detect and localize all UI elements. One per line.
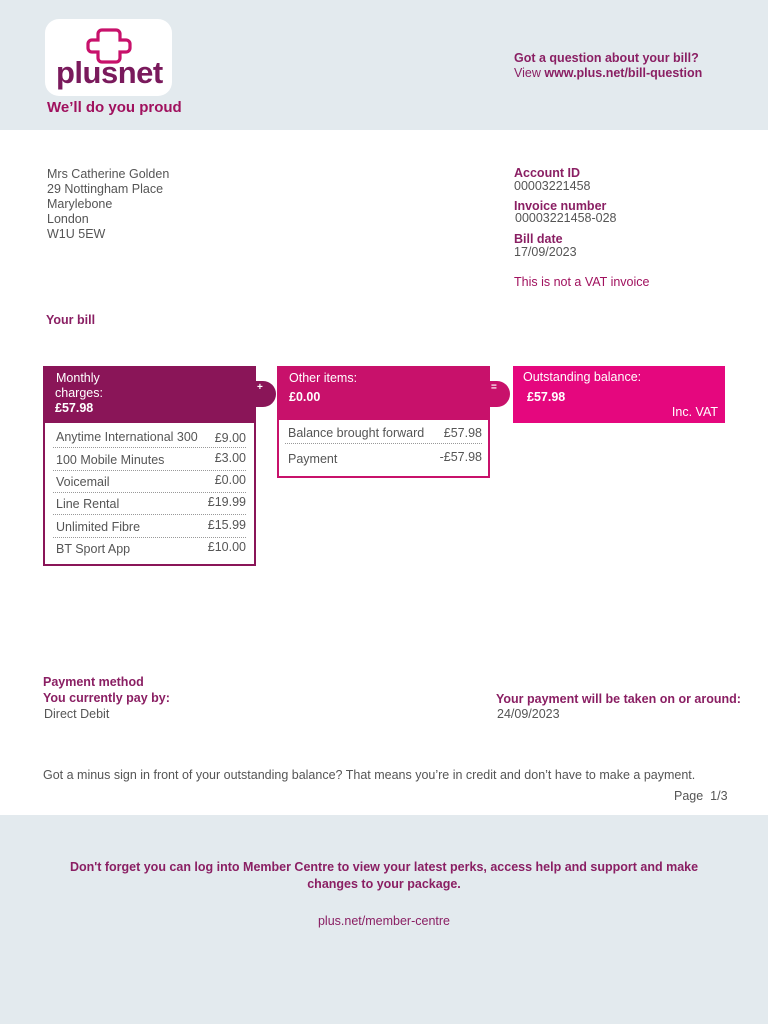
inc-vat-note: Inc. VAT	[671, 405, 718, 419]
page-value: 1/3	[710, 789, 728, 803]
bill-question-title: Got a question about your bill?	[514, 51, 699, 65]
bill-question-link[interactable]: www.plus.net/bill-question	[544, 66, 703, 80]
your-bill-title: Your bill	[46, 313, 96, 327]
monthly-charges-header	[43, 366, 256, 424]
list-item: BT Sport App £10.00	[56, 540, 246, 556]
payment-method-value: Direct Debit	[44, 707, 110, 721]
page-label: Page	[674, 789, 704, 803]
address-postcode: W1U 5EW	[47, 227, 106, 241]
monthly-total: £57.98	[55, 401, 94, 415]
bill-question-prefix: View	[514, 66, 541, 80]
invoice-number-value: 00003221458-028	[515, 211, 617, 225]
other-items-header	[277, 366, 490, 421]
monthly-label-line1: Monthly	[56, 371, 100, 385]
address-line: Marylebone	[47, 197, 113, 211]
monthly-charges-list	[43, 423, 256, 566]
list-item: Line Rental £19.99	[53, 492, 246, 515]
tagline: We’ll do you proud	[47, 99, 182, 116]
monthly-label-line2: charges:	[55, 386, 103, 400]
address-line: London	[47, 212, 89, 226]
other-items-total: £0.00	[289, 390, 321, 404]
logo-wordmark: plusnet	[56, 55, 163, 90]
list-item: 100 Mobile Minutes £3.00	[53, 448, 246, 471]
invoice-number-label: Invoice number	[514, 199, 607, 213]
other-items-label: Other items:	[289, 371, 358, 385]
list-item: Voicemail £0.00	[53, 470, 246, 493]
list-item: Balance brought forward £57.98	[285, 421, 482, 444]
member-centre-message: Don't forget you can log into Member Centre to view your latest perks, access help and support and make changes to your package.	[69, 860, 699, 891]
current-payment-label: You currently pay by:	[43, 691, 170, 705]
customer-name: Mrs Catherine Golden	[47, 167, 170, 181]
list-item: Payment -£57.98	[288, 450, 482, 466]
vat-note: This is not a VAT invoice	[514, 275, 650, 289]
bill-date-value: 17/09/2023	[514, 245, 577, 259]
outstanding-label: Outstanding balance:	[523, 370, 642, 384]
member-centre-link[interactable]: plus.net/member-centre	[317, 914, 450, 928]
page-indicator	[674, 789, 728, 803]
other-items-list	[277, 420, 490, 478]
list-item: Unlimited Fibre £15.99	[53, 515, 246, 538]
payment-date-value: 24/09/2023	[497, 707, 560, 721]
address-line: 29 Nottingham Place	[47, 182, 164, 196]
credit-note: Got a minus sign in front of your outstanding balance? That means you’re in credit and don’t have to make a payment.	[43, 768, 696, 782]
outstanding-total: £57.98	[527, 390, 566, 404]
account-id-value: 00003221458	[514, 179, 591, 193]
list-item: Anytime International 300 £9.00	[53, 425, 246, 448]
bill-date-label: Bill date	[514, 232, 563, 246]
plus-connector: +	[254, 381, 276, 407]
payment-method-title: Payment method	[43, 675, 144, 689]
outstanding-balance-box	[513, 366, 725, 423]
bill-question-line	[514, 66, 702, 80]
account-id-label: Account ID	[514, 166, 580, 180]
payment-date-label: Your payment will be taken on or around:	[496, 692, 741, 706]
equals-connector: =	[488, 381, 510, 407]
customer-address	[47, 167, 169, 242]
